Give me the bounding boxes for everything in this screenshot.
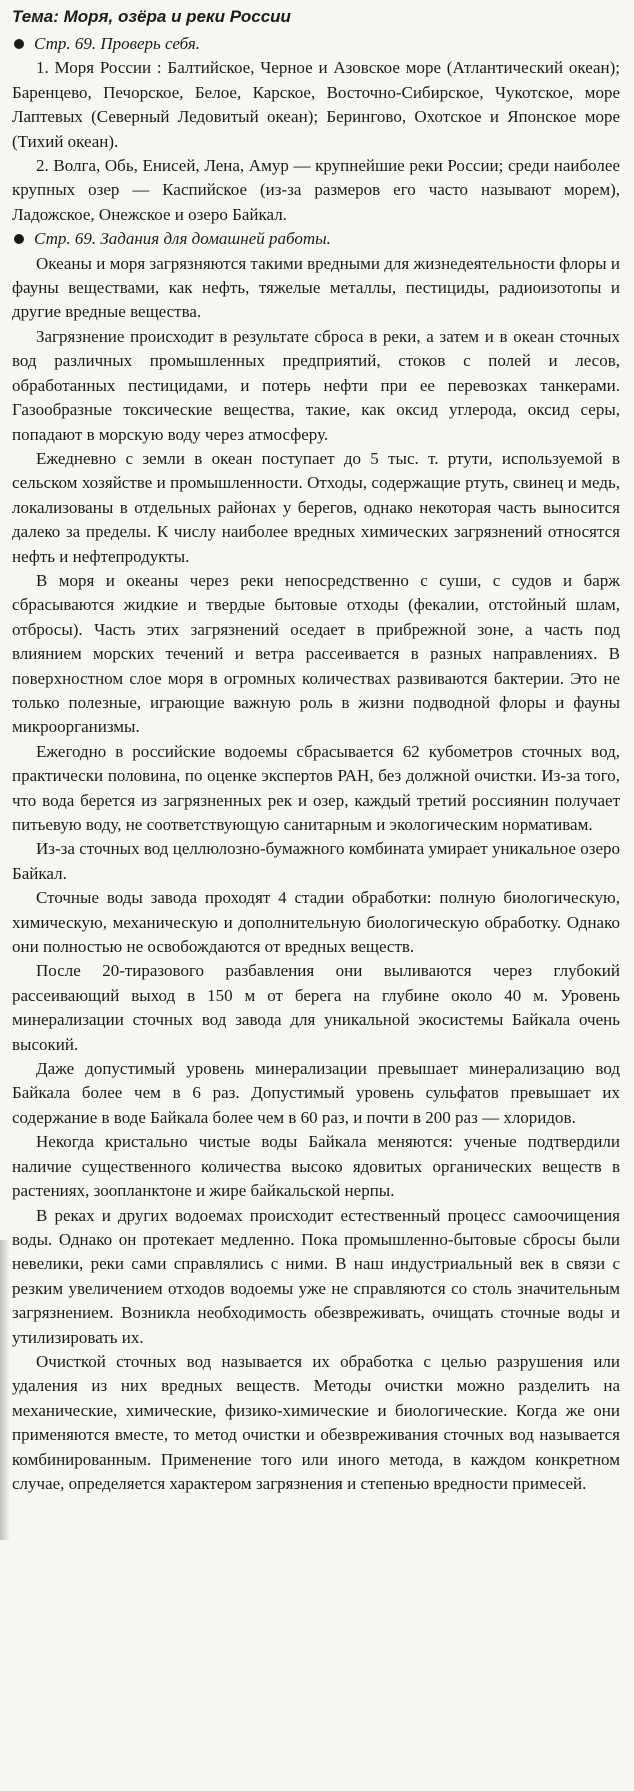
paragraph: Некогда кристально чистые воды Байкала меняются: ученые подтвердили наличие существенного количества высоко ядовитых органических веществ в растениях, зоопланктоне и жире байкальской нерпы.: [12, 1132, 620, 1201]
paragraph: Сточные воды завода проходят 4 стадии обработки: полную биологическую, химическую, механическую и дополнительную биологическую обработку. Однако они полностью не освобождаются от вредных веществ.: [12, 888, 620, 957]
paragraph: Ежедневно с земли в океан поступает до 5 тыс. т. ртути, используемой в сельском хозяйстве и промышленности. Отходы, содержащие ртуть, свинец и медь, локализованы в отдельных районах у берегов, однако некоторая часть выносится далеко за пределы. К числу наиболее вредных химических загрязнений относятся нефть и нефтепродукты.: [12, 448, 620, 566]
paragraph: В моря и океаны через реки непосредственно с суши, с судов и барж сбрасываются жидкие и твердые бытовые отходы (фекалии, отстойный шлам, отбросы). Часть этих загрязнений оседает в прибрежной зоне, а часть под влиянием морских течений и ветра рассеивается в разных направлениях. В поверхностном слое моря в огромных количествах развиваются бактерии. Это не только полезные, играющие важную роль в жизни подводной флоры и фауны микроорганизмы.: [12, 570, 620, 737]
paragraph: Загрязнение происходит в результате сброса в реки, а затем и в океан сточных вод различных промышленных предприятий, стоков с полей и лесов, обработанных пестицидами, и потерь нефти при ее перевозках танкерами. Газообразные токсические вещества, такие, как оксид углерода, оксид серы, попадают в морскую воду через атмосферу.: [12, 326, 620, 444]
scan-edge-shadow: [0, 1240, 10, 1540]
bullet-icon: [14, 39, 24, 49]
paragraph: Очисткой сточных вод называется их обработка с целью разрушения или удаления из них вредных веществ. Методы очистки можно разделить на механические, химические, физико-химические и биологические. Когда же они применяются вместе, то метод очистки и обезвреживания сточных вод называется комбинированным. Применение того или иного метода, в каждом конкретном случае, определяется характером загрязнения и степенью вредности примесей.: [12, 1351, 620, 1493]
paragraph: 2. Волга, Обь, Енисей, Лена, Амур — крупнейшие реки России; среди наиболее крупных озер — Каспийское (из-за размеров его часто называют морем), Ладожское, Онежское и озеро Байкал.: [12, 156, 620, 224]
paragraph: 1. Моря России : Балтийское, Черное и Азовское море (Атлантический океан); Баренцево, Печорское, Белое, Карское, Восточно-Сибирское, Чукотское, море Лаптевых (Северный Ледовитый океан); Берингово, Охотское и Японское море (Тихий океан).: [12, 58, 620, 151]
section-heading-text: Стр. 69. Задания для домашней работы.: [34, 229, 331, 249]
paragraph: Из-за сточных вод целлюлозно-бумажного комбината умирает уникальное озеро Байкал.: [12, 839, 620, 883]
section-heading-text: Стр. 69. Проверь себя.: [34, 34, 200, 53]
section-heading: [12, 32, 620, 56]
paragraph: В реках и других водоемах происходит естественный процесс самоочищения воды. Однако он протекает медленно. Пока промышленно-бытовые сбросы были невелики, реки сами справлялись с ними. В наш индустриальный век в связи с резким увеличением отходов водоемы уже не справляются со столь значительным загрязнением. Возникла необходимость обезвреживать, очищать сточные воды и утилизировать их.: [12, 1205, 620, 1347]
paragraph: Даже допустимый уровень минерализации превышает минерализацию вод Байкала более чем в 6 раз. Допустимый уровень сульфатов превышает их содержание в воде Байкала более чем в 60 раз, и почти в 200 раз — хлоридов.: [12, 1059, 620, 1127]
section-heading: [12, 227, 620, 251]
page-title: Тема: Моря, озёра и реки России: [12, 7, 291, 26]
paragraph: Ежегодно в российские водоемы сбрасывается 62 кубометров сточных вод, практически половина, по оценке экспертов РАН, без должной очистки. Из-за того, что вода берется из загрязненных рек и озер, каждый третий россиянин получает питьевую воду, не соответствующую санитарным и экологическим нормативам.: [12, 741, 620, 834]
section-homework: [12, 227, 620, 1496]
paragraph: После 20-тиразового разбавления они выливаются через глубокий рассеивающий выход в 150 м от берега на глубине около 40 м. Уровень минерализации сточных вод завода для уникальной экосистемы Байкала очень высокий.: [12, 961, 620, 1054]
bullet-icon: [14, 234, 24, 244]
section-self-check: [12, 32, 620, 227]
paragraph: Океаны и моря загрязняются такими вредными для жизнедеятельности флоры и фауны веществами, как нефть, тяжелые металлы, пестициды, радиоизотопы и другие вредные вещества.: [12, 253, 620, 322]
